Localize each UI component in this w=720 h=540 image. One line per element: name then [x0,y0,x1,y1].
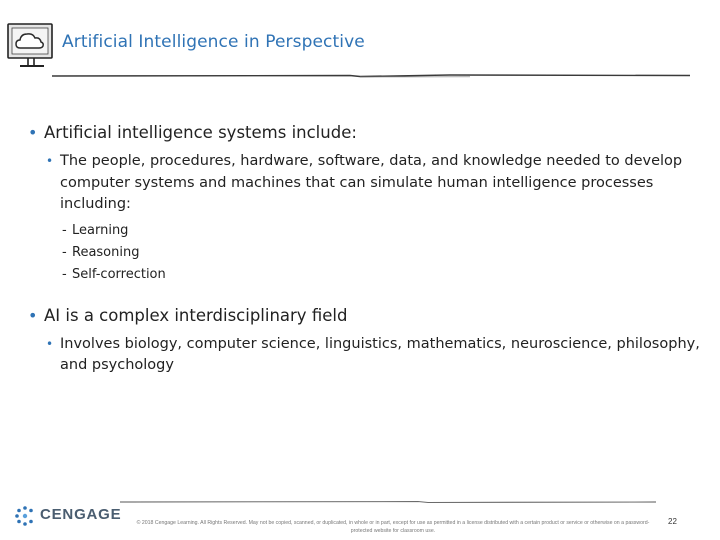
sub-bullet-fields [46,334,700,377]
sub-bullet-definition [46,151,700,216]
bullet-ai-systems [26,122,706,144]
dash-marker: - [62,266,67,282]
list-item [62,220,706,242]
sub-bullet-dot: • [46,336,54,351]
brand-name: CENGAGE [40,506,122,523]
cloud-monitor-icon [6,20,56,72]
process-list [26,220,706,286]
cengage-mark-icon [14,505,36,527]
slide-body [26,122,706,377]
copyright-notice: © 2018 Cengage Learning. All Rights Reserved. May not be copied, scanned, or duplicated, in whole or in part, except for use as permitted in a license distributed with a certain product or service or otherwise on a password-protected website for classroom use. [136,520,650,534]
list-item-text: Learning [72,222,129,238]
bullet-interdisciplinary [26,305,706,327]
dash-marker: - [62,222,67,238]
bullet-dot: • [28,305,38,325]
sub-bullet-text: The people, procedures, hardware, software, data, and knowledge needed to develop computer systems and machines that can simulate human intelligence processes including: [60,153,683,212]
bullet-text: AI is a complex interdisciplinary field [44,305,348,325]
slide-title: Artificial Intelligence in Perspective [62,32,365,52]
bullet-text: Artificial intelligence systems include: [44,123,357,142]
header-divider [50,70,700,82]
sub-bullet-text: Involves biology, computer science, linguistics, mathematics, neuroscience, philosophy, and psychology [60,335,700,373]
page-number: 22 [668,517,677,526]
list-item [62,242,706,264]
list-item-text: Self-correction [72,266,166,282]
dash-marker: - [62,244,67,260]
sub-bullet-dot: • [46,154,54,168]
cengage-logo [14,503,122,529]
bullet-dot: • [28,123,38,142]
list-item [62,264,706,286]
list-item-text: Reasoning [72,244,140,260]
footer-divider [118,498,658,506]
